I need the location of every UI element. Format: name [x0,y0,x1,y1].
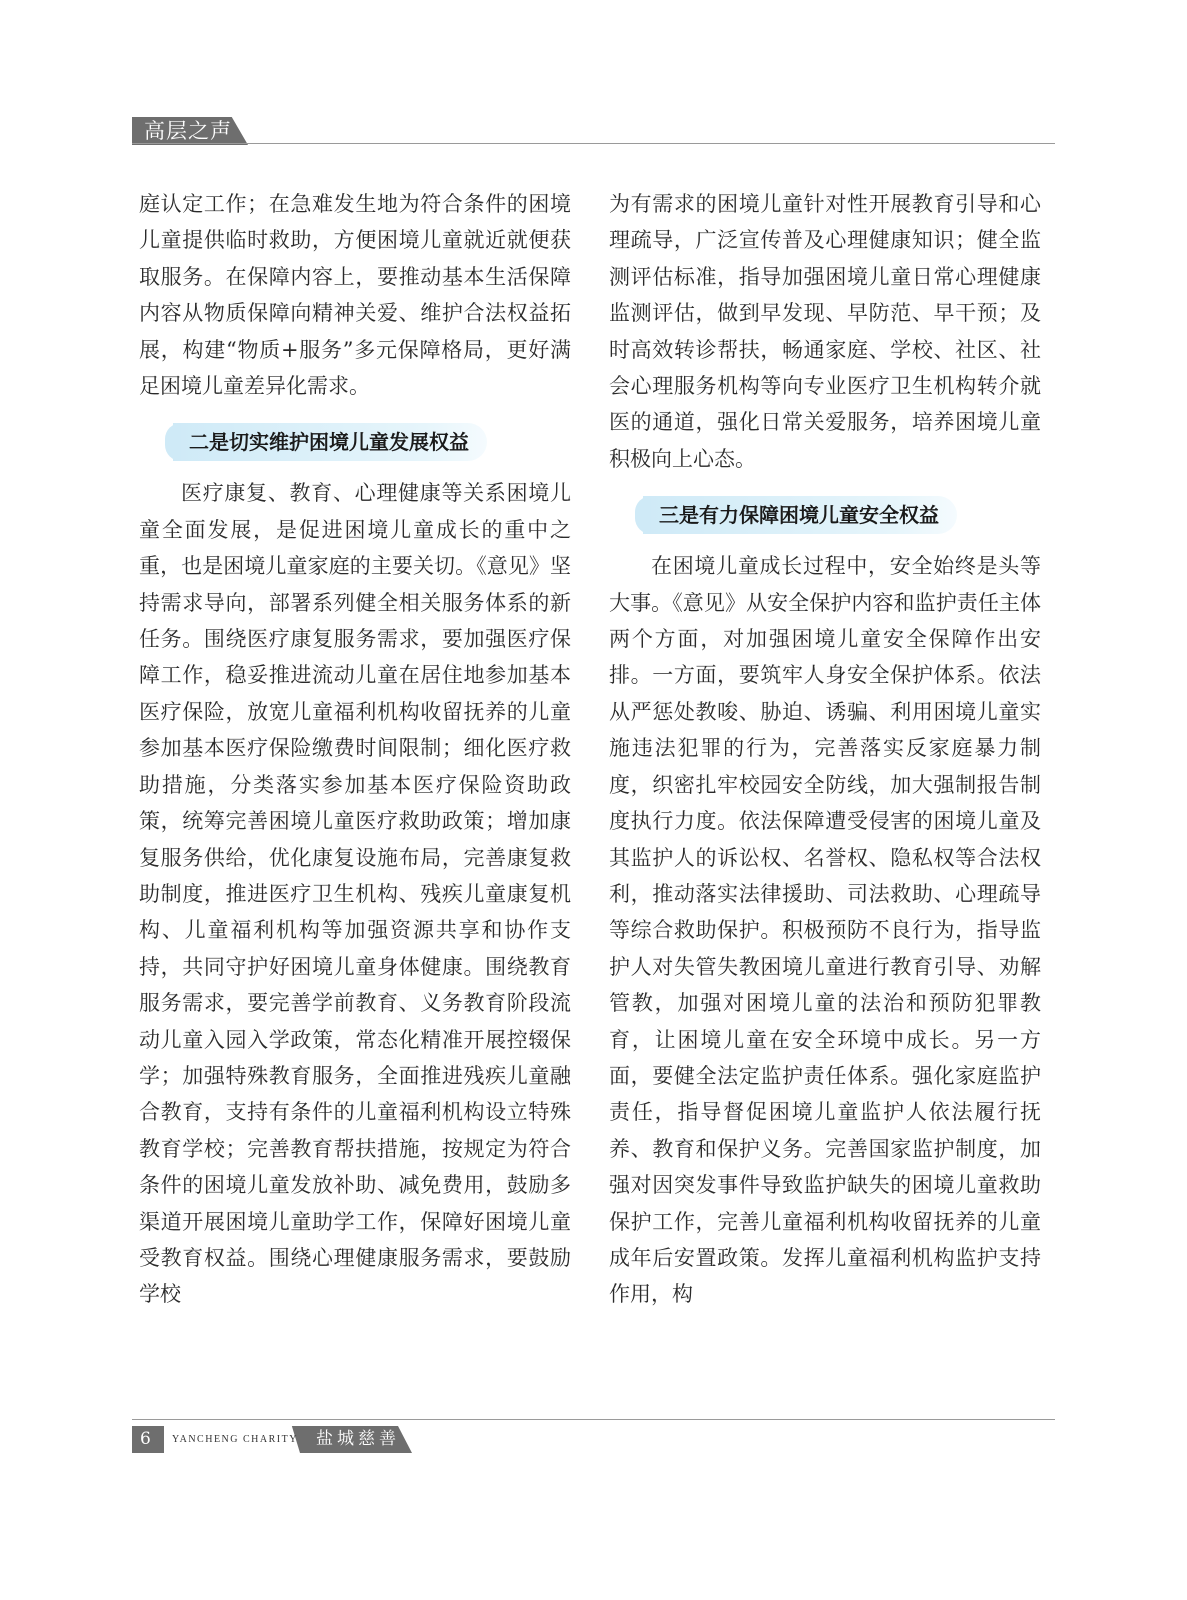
left-section-heading [139,423,571,461]
page-number: 6 [140,1429,151,1449]
left-paragraph-2: 医疗康复、教育、心理健康等关系困境儿童全面发展，是促进困境儿童成长的重中之重，也是困境儿童家庭的主要关切。《意见》坚持需求导向，部署系列健全相关服务体系的新任务。围绕医疗康复服务需求，要加强医疗保障工作，稳妥推进流动儿童在居住地参加基本医疗保险，放宽儿童福利机构收留抚养的儿童参加基本医疗保险缴费时间限制；细化医疗救助措施，分类落实参加基本医疗保险资助政策，统筹完善困境儿童医疗救助政策；增加康复服务供给，优化康复设施布局，完善康复救助制度，推进医疗卫生机构、残疾儿童康复机构、儿童福利机构等加强资源共享和协作支持，共同守护好困境儿童身体健康。围绕教育服务需求，要完善学前教育、义务教育阶段流动儿童入园入学政策，常态化精准开展控辍保学；加强特殊教育服务，全面推进残疾儿童融合教育，支持有条件的儿童福利机构设立特殊教育学校；完善教育帮扶措施，按规定为符合条件的困境儿童发放补助、减免费用，鼓励多渠道开展困境儿童助学工作，保障好困境儿童受教育权益。围绕心理健康服务需求，要鼓励学校 [139,481,571,1307]
magazine-name-chinese: 盐城慈善 [316,1429,400,1449]
right-section-heading [609,496,1041,534]
section-header-title: 高层之声 [144,119,232,143]
header-divider [132,143,1055,144]
footer-divider [132,1419,1055,1420]
right-paragraph-1: 为有需求的困境儿童针对性开展教育引导和心理疏导，广泛宣传普及心理健康知识；健全监测评估标准，指导加强困境儿童日常心理健康监测评估，做到早发现、早防范、早干预；及时高效转诊帮扶，畅通家庭、学校、社区、社会心理服务机构等向专业医疗卫生机构转介就医的通道，强化日常关爱服务，培养困境儿童积极向上心态。 [609,192,1041,471]
section-heading-3: 三是有力保障困境儿童安全权益 [643,496,957,534]
magazine-name-english: YANCHENG CHARITY [172,1434,298,1445]
left-column [139,186,571,1313]
right-column [609,186,1041,1313]
left-paragraph-1: 庭认定工作；在急难发生地为符合条件的困境儿童提供临时救助，方便困境儿童就近就便获取服务。在保障内容上，要推动基本生活保障内容从物质保障向精神关爱、维护合法权益拓展，构建“物质+服务”多元保障格局，更好满足困境儿童差异化需求。 [139,192,571,399]
section-heading-2: 二是切实维护困境儿童发展权益 [173,423,487,461]
right-paragraph-2: 在困境儿童成长过程中，安全始终是头等大事。《意见》从安全保护内容和监护责任主体两个方面，对加强困境儿童安全保障作出安排。一方面，要筑牢人身安全保护体系。依法从严惩处教唆、胁迫、诱骗、利用困境儿童实施违法犯罪的行为，完善落实反家庭暴力制度，织密扎牢校园安全防线，加大强制报告制度执行力度。依法保障遭受侵害的困境儿童及其监护人的诉讼权、名誉权、隐私权等合法权利，推动落实法律援助、司法救助、心理疏导等综合救助保护。积极预防不良行为，指导监护人对失管失教困境儿童进行教育引导、劝解管教，加强对困境儿童的法治和预防犯罪教育，让困境儿童在安全环境中成长。另一方面，要健全法定监护责任体系。强化家庭监护责任，指导督促困境儿童监护人依法履行抚养、教育和保护义务。完善国家监护制度，加强对因突发事件导致监护缺失的困境儿童救助保护工作，完善儿童福利机构收留抚养的儿童成年后安置政策。发挥儿童福利机构监护支持作用，构 [609,554,1041,1307]
